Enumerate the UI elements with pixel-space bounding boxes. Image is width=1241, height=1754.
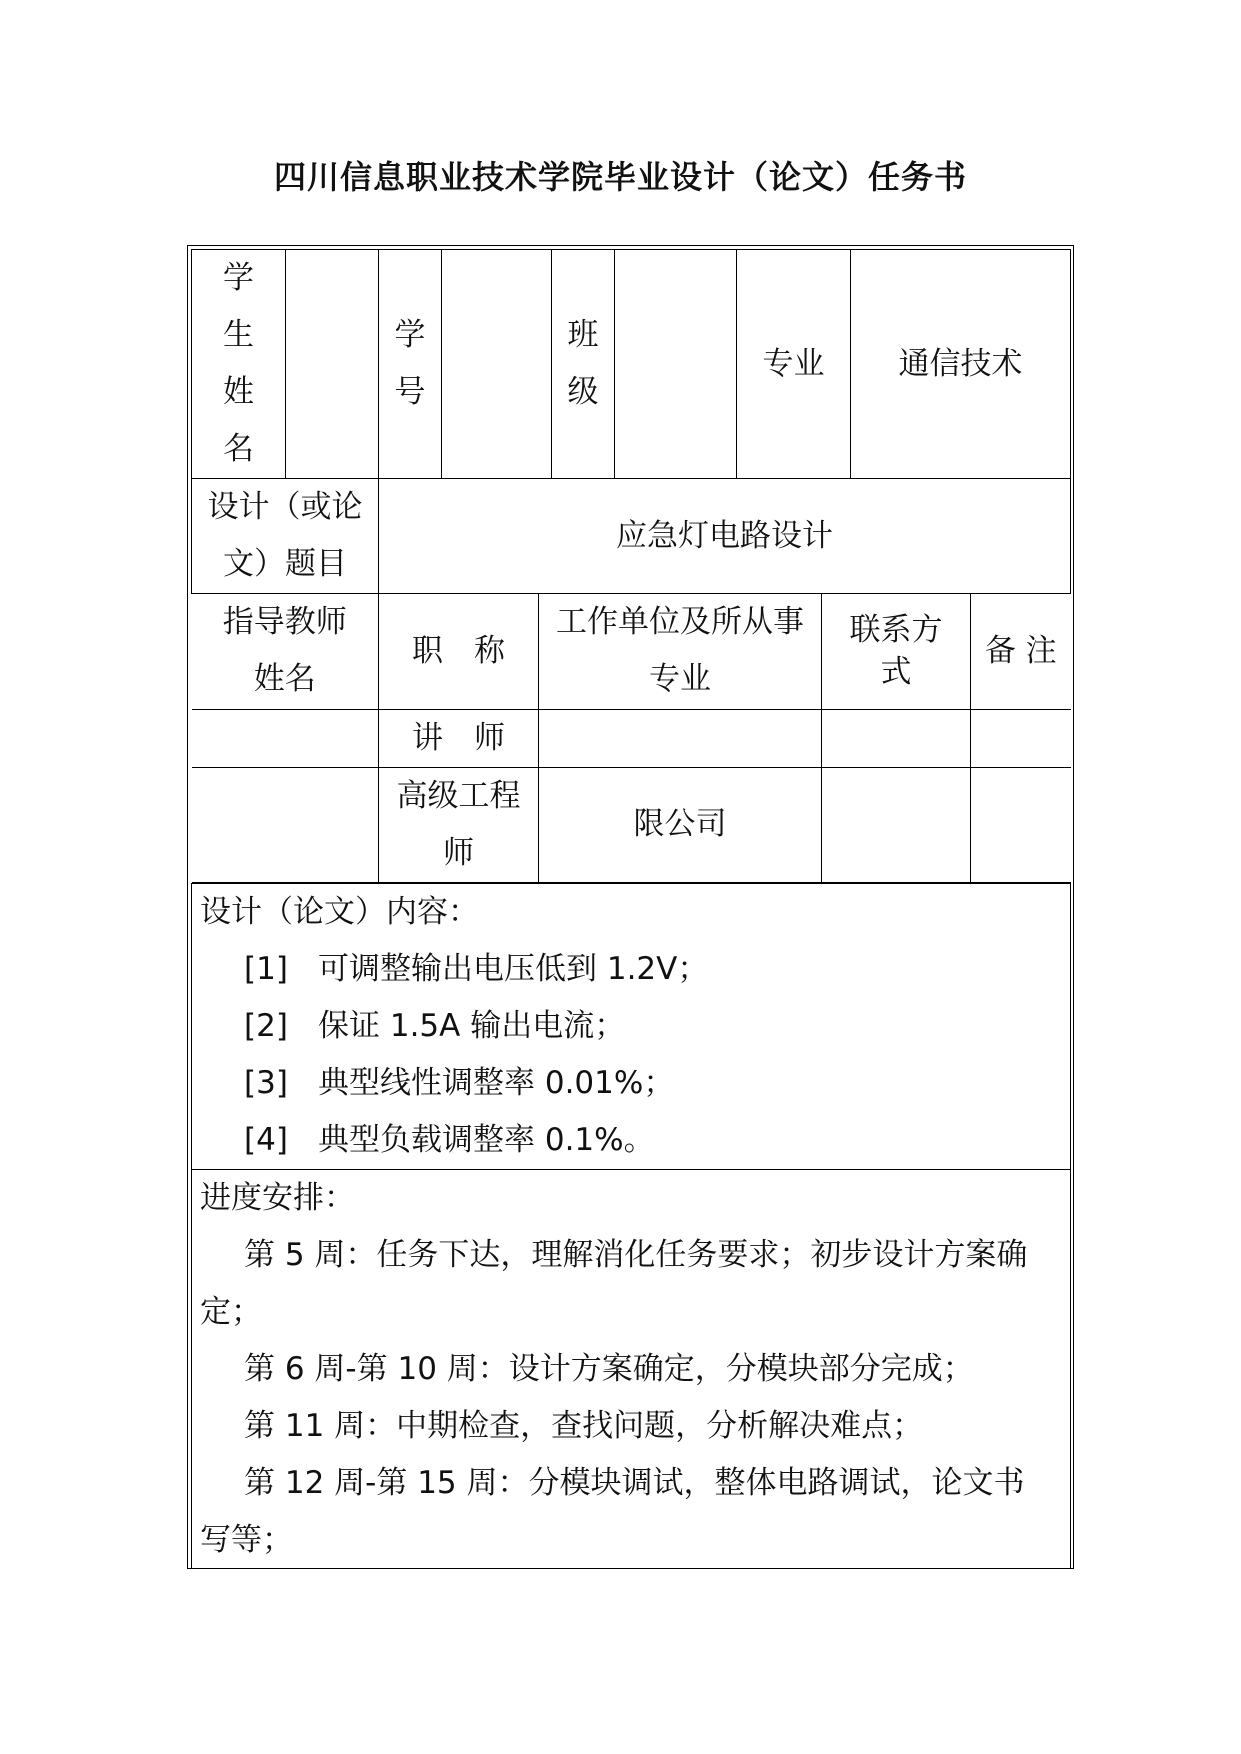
student-name-label: 学生姓名 <box>223 260 254 467</box>
advisor-2-title: 高级工程师 <box>396 777 521 871</box>
advisor-contact-header-cell <box>822 594 971 709</box>
student-name-label-cell <box>192 250 286 479</box>
content-heading: 设计（论文）内容： <box>200 893 479 930</box>
advisor-1-contact <box>822 709 971 767</box>
topic-value: 应急灯电路设计 <box>379 479 1071 594</box>
schedule-line-continued: 写等； <box>200 1521 293 1558</box>
advisor-1-name <box>192 709 379 767</box>
schedule-line: 第 5 周：任务下达，理解消化任务要求；初步设计方案确 <box>244 1236 1028 1273</box>
advisor-2-remark <box>971 767 1071 882</box>
major-label: 专业 <box>737 250 851 479</box>
content-item-text: 典型线性调整率 0.01%； <box>318 1064 675 1101</box>
student-name-value-cell <box>286 250 379 479</box>
topic-label-cell <box>192 479 379 594</box>
student-no-value-cell <box>442 250 552 479</box>
document-title: 四川信息职业技术学院毕业设计（论文）任务书 <box>273 158 967 196</box>
advisor-2-unit: 限公司 <box>539 767 822 882</box>
advisor-2-title-cell <box>379 767 539 882</box>
advisor-name-header: 指导教师姓名 <box>222 604 347 698</box>
advisor-name-header-cell <box>192 594 379 709</box>
schedule-line: 第 11 周：中期检查，查找问题，分析解决难点； <box>244 1407 924 1444</box>
advisor-title-header: 职 称 <box>379 594 539 709</box>
content-item-number: [2] <box>244 1007 288 1044</box>
class-label: 班级 <box>567 317 599 410</box>
content-item <box>200 1055 1062 1112</box>
topic-label: 设计（或论文）题目 <box>207 489 363 582</box>
advisor-remark-header: 备 注 <box>971 594 1071 709</box>
student-no-label-cell <box>379 250 442 479</box>
content-item-number: [1] <box>244 950 288 987</box>
content-item-number: [4] <box>244 1121 288 1158</box>
task-table <box>191 249 1071 1569</box>
content-item-text: 典型负载调整率 0.1%。 <box>318 1121 655 1158</box>
student-no-label: 学号 <box>394 317 426 410</box>
content-item-text: 可调整输出电压低到 1.2V； <box>318 950 709 987</box>
major-value: 通信技术 <box>851 250 1071 479</box>
advisor-contact-header: 联系方式 <box>849 612 943 691</box>
content-item-text: 保证 1.5A 输出电流； <box>318 1007 626 1044</box>
content-item <box>200 1112 1062 1169</box>
advisor-table <box>192 594 1071 883</box>
content-item <box>200 998 1062 1055</box>
advisor-1-remark <box>971 709 1071 767</box>
class-value-cell <box>615 250 737 479</box>
advisor-2-contact <box>822 767 971 882</box>
content-item-number: [3] <box>244 1064 288 1101</box>
class-label-cell <box>552 250 615 479</box>
content-cell <box>192 883 1071 1169</box>
schedule-cell <box>192 1169 1071 1569</box>
advisor-unit-header: 工作单位及所从事专业 <box>556 604 804 698</box>
content-item <box>200 941 1062 998</box>
advisor-2-name <box>192 767 379 882</box>
advisor-unit-header-cell <box>539 594 822 709</box>
schedule-heading: 进度安排： <box>200 1179 355 1216</box>
schedule-line: 第 12 周-第 15 周：分模块调试，整体电路调试，论文书 <box>244 1464 1025 1501</box>
schedule-line-continued: 定； <box>200 1293 262 1330</box>
advisor-1-unit <box>539 709 822 767</box>
advisor-1-title: 讲 师 <box>379 709 539 767</box>
schedule-line: 第 6 周-第 10 周：设计方案确定，分模块部分完成； <box>244 1350 974 1387</box>
